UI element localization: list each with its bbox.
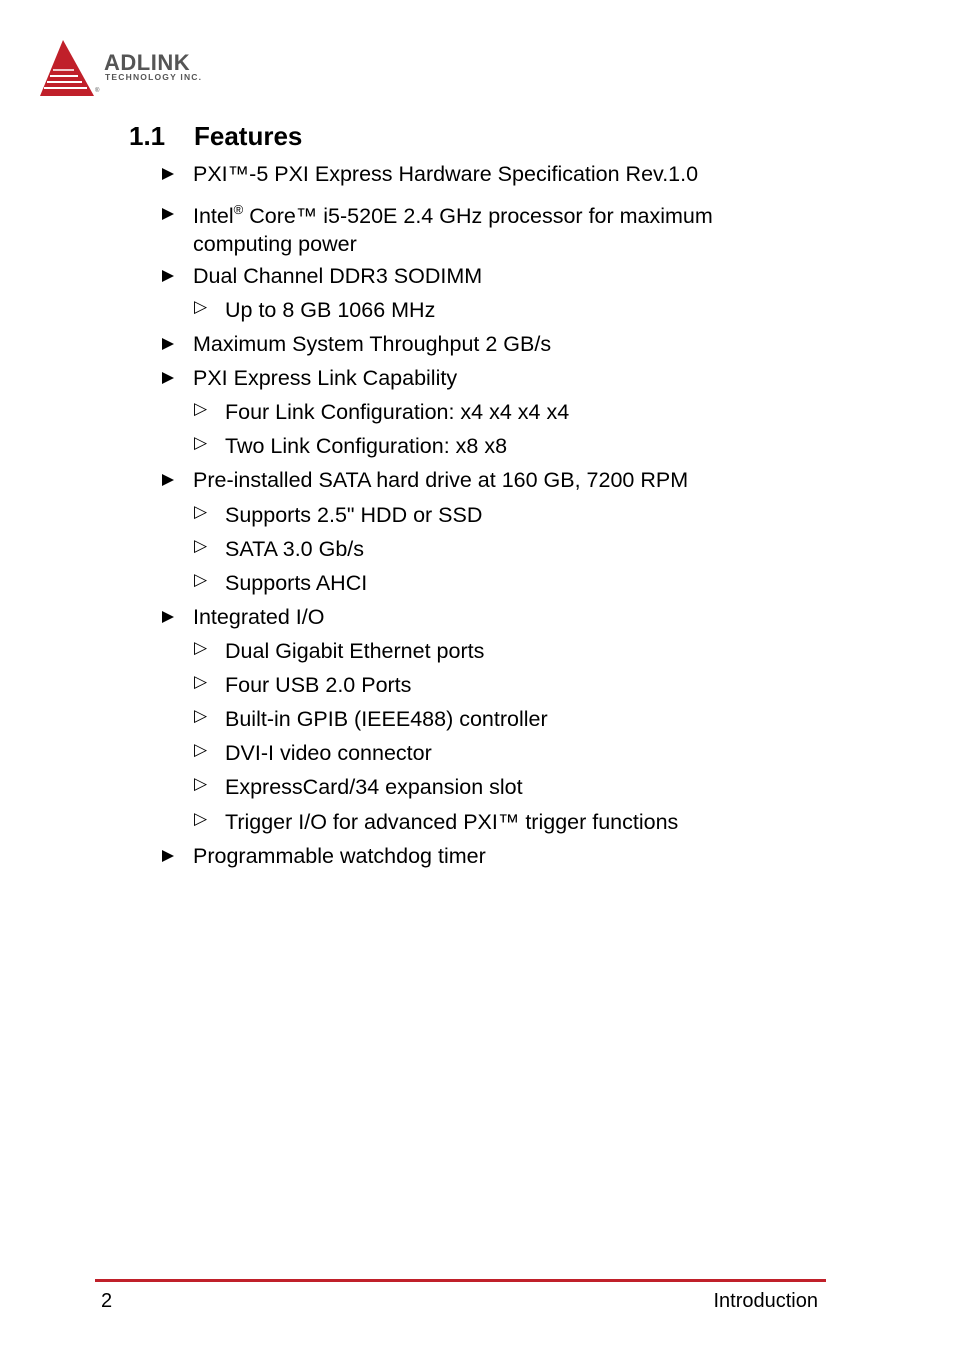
feature-subitem: Built-in GPIB (IEEE488) controller	[225, 707, 548, 731]
chapter-name: Introduction	[713, 1290, 818, 1312]
bullet-outline-icon: ▷	[194, 297, 208, 316]
feature-item: Maximum System Throughput 2 GB/s	[193, 332, 552, 356]
feature-subitem: SATA 3.0 Gb/s	[225, 537, 365, 561]
bullet-outline-icon: ▷	[194, 672, 208, 691]
section-number: 1.1	[129, 121, 166, 151]
feature-subitem: Supports AHCI	[225, 571, 368, 595]
bullet-filled-icon	[162, 168, 174, 180]
bullet-outline-icon: ▷	[194, 740, 208, 759]
bullet-outline-icon: ▷	[194, 433, 208, 452]
feature-subitem: Two Link Configuration: x8 x8	[225, 434, 508, 458]
feature-item: Integrated I/O	[193, 605, 325, 629]
feature-subitem: Supports 2.5" HDD or SSD	[225, 503, 483, 527]
registered-mark: ®	[95, 88, 100, 94]
feature-subitem: Up to 8 GB 1066 MHz	[225, 298, 436, 322]
feature-item: Programmable watchdog timer	[193, 844, 486, 868]
bullet-outline-icon: ▷	[194, 570, 208, 589]
feature-subitem: Trigger I/O for advanced PXI™ trigger functions	[225, 810, 679, 834]
bullet-filled-icon	[162, 338, 174, 350]
bullet-outline-icon: ▷	[194, 774, 208, 793]
bullet-outline-icon: ▷	[194, 809, 208, 828]
feature-item: PXI Express Link Capability	[193, 366, 458, 390]
feature-item: PXI™-5 PXI Express Hardware Specification Rev.1.0	[193, 162, 699, 186]
bullet-filled-icon	[162, 270, 174, 282]
feature-subitem: Four Link Configuration: x4 x4 x4 x4	[225, 400, 570, 424]
feature-item: Pre-installed SATA hard drive at 160 GB, 7200 RPM	[193, 468, 689, 492]
feature-subitem: DVI-I video connector	[225, 741, 432, 765]
logo-name: ADLINK	[104, 50, 191, 75]
bullet-filled-icon	[162, 208, 174, 220]
feature-subitem: Dual Gigabit Ethernet ports	[225, 639, 485, 663]
feature-item: Dual Channel DDR3 SODIMM	[193, 264, 483, 288]
adlink-logo	[38, 38, 238, 100]
section-title: Features	[194, 121, 303, 151]
adlink-triangle-icon	[38, 38, 102, 98]
bullet-filled-icon	[162, 474, 174, 486]
bullet-outline-icon: ▷	[194, 638, 208, 657]
logo-subtitle: TECHNOLOGY INC.	[105, 72, 203, 82]
bullet-outline-icon: ▷	[194, 536, 208, 555]
bullet-outline-icon: ▷	[194, 399, 208, 418]
feature-subitem: ExpressCard/34 expansion slot	[225, 775, 523, 799]
feature-subitem: Four USB 2.0 Ports	[225, 673, 412, 697]
bullet-filled-icon	[162, 611, 174, 623]
feature-item: Intel® Core™ i5-520E 2.4 GHz processor for maximum computing power	[193, 202, 713, 256]
bullet-filled-icon	[162, 850, 174, 862]
page-number: 2	[101, 1290, 113, 1312]
bullet-filled-icon	[162, 372, 174, 384]
footer-rule	[95, 1279, 826, 1282]
bullet-outline-icon: ▷	[194, 706, 208, 725]
bullet-outline-icon: ▷	[194, 502, 208, 521]
section-heading	[129, 121, 302, 152]
